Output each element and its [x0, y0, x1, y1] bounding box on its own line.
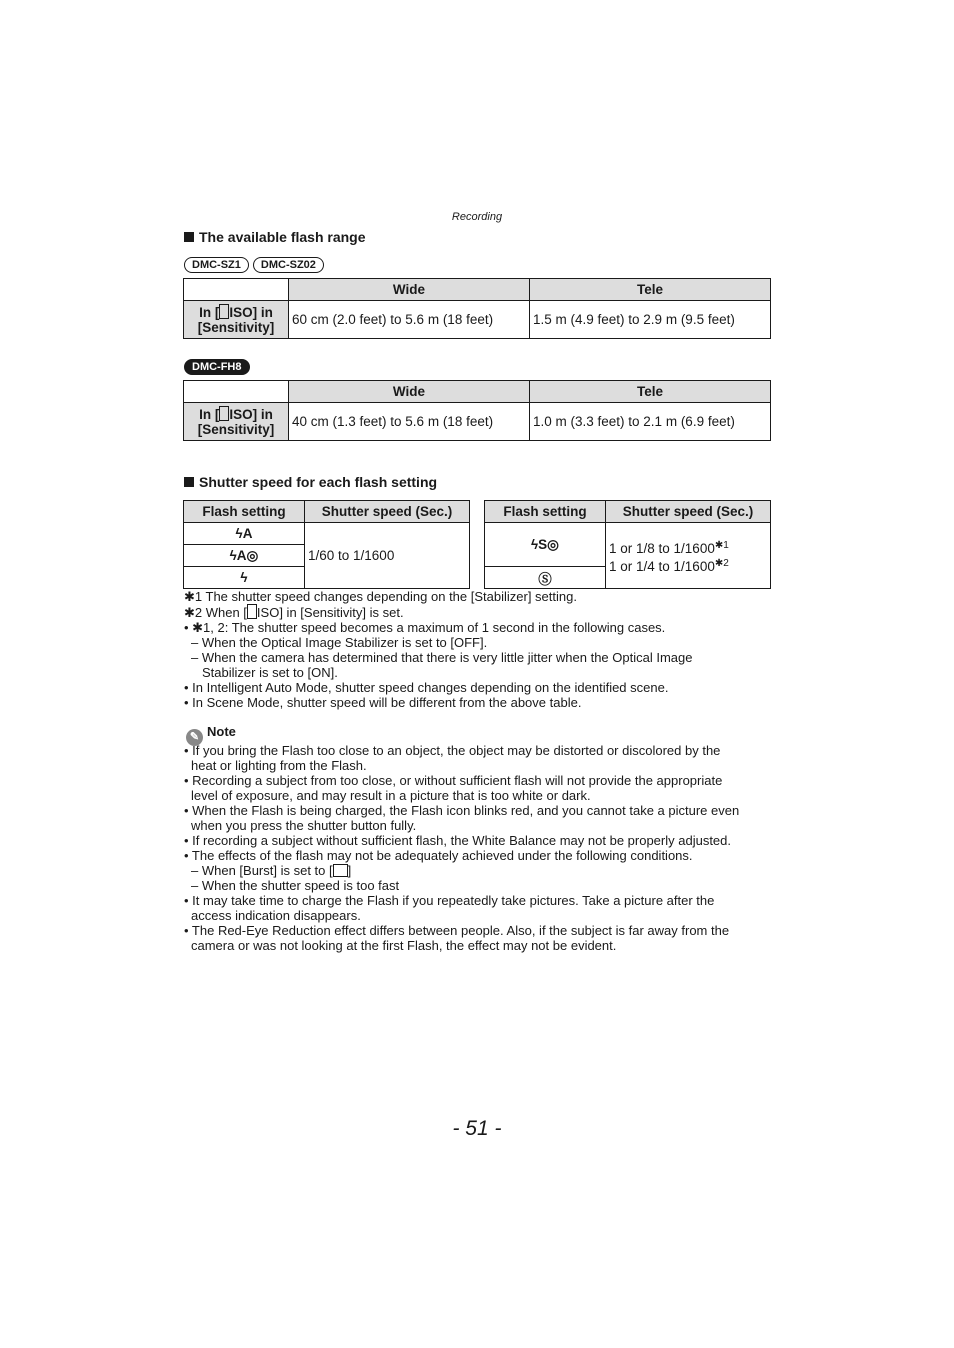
wide-value: 60 cm (2.0 feet) to 5.6 m (18 feet) [289, 301, 530, 339]
col-wide: Wide [289, 279, 530, 301]
square-bullet-icon [184, 232, 194, 242]
footnote-line: ✱1 The shutter speed changes depending on the [Stabilizer] setting. [184, 589, 577, 604]
empty-header-cell [184, 279, 289, 301]
model-badges-b [184, 357, 254, 375]
flash-forced-on-icon: ϟ [184, 567, 305, 589]
row-head-text: In [ [199, 407, 220, 422]
row-head-text: In [ [199, 305, 220, 320]
note-text: – When [Burst] is set to [ [191, 863, 333, 878]
note-line: level of exposure, and may result in a picture that is too white or dark. [191, 788, 591, 803]
note-title: Note [207, 724, 236, 739]
iso-text: ISO [229, 305, 253, 320]
intelligent-iso-icon [219, 406, 229, 421]
shutter-speed-1: 1 or 1/8 to 1/1600 [609, 540, 715, 556]
shutter-table-left [183, 500, 470, 589]
note-line: access indication disappears. [191, 908, 361, 923]
footnote-line: • In Intelligent Auto Mode, shutter speed changes depending on the identified scene. [184, 680, 669, 695]
flash-auto-icon: ϟA [184, 523, 305, 545]
empty-header-cell [184, 381, 289, 403]
flash-auto-red-eye-icon: ϟA◎ [184, 545, 305, 567]
row-head-iso-sensitivity [184, 403, 289, 441]
model-badge: DMC-FH8 [184, 359, 250, 375]
model-badge: DMC-SZ02 [253, 257, 324, 273]
footnote-line: – When the Optical Image Stabilizer is set to [OFF]. [191, 635, 488, 650]
note-line: • When the Flash is being charged, the Flash icon blinks red, and you cannot take a picture even [184, 803, 740, 818]
note-line: • The Red-Eye Reduction effect differs between people. Also, if the subject is far away from the [184, 923, 730, 938]
col-shutter-speed: Shutter speed (Sec.) [305, 501, 470, 523]
intelligent-iso-icon [219, 304, 229, 319]
intelligent-iso-icon [247, 604, 257, 619]
flash-range-table-b [183, 380, 771, 441]
footnote-text: ] in [Sensitivity] is set. [279, 605, 404, 620]
note-pencil-icon: ✎ [186, 729, 203, 746]
page-header: Recording [451, 211, 503, 223]
wide-value: 40 cm (1.3 feet) to 5.6 m (18 feet) [289, 403, 530, 441]
shutter-speed-values [606, 523, 771, 589]
row-head-sensitivity: [Sensitivity] [197, 422, 275, 437]
row-head-sensitivity: [Sensitivity] [197, 320, 275, 335]
flash-range-heading [184, 229, 366, 245]
col-tele: Tele [530, 279, 771, 301]
footnote-text: ✱2 When [ [184, 605, 247, 620]
iso-text: ISO [256, 605, 280, 620]
shutter-table-right [484, 500, 771, 589]
shutter-speed-value: 1/60 to 1/1600 [305, 523, 470, 589]
note-line [184, 863, 774, 878]
row-head-iso-sensitivity [184, 301, 289, 339]
col-tele: Tele [530, 381, 771, 403]
note-line: when you press the shutter button fully. [191, 818, 417, 833]
tele-value: 1.5 m (4.9 feet) to 2.9 m (9.5 feet) [530, 301, 771, 339]
footnote-line: • ✱1, 2: The shutter speed becomes a maximum of 1 second in the following cases. [184, 620, 666, 635]
col-shutter-speed: Shutter speed (Sec.) [606, 501, 771, 523]
note-line: heat or lighting from the Flash. [191, 758, 367, 773]
row-head-text: ] in [252, 305, 273, 320]
flash-range-title: The available flash range [199, 229, 366, 245]
note-line: • The effects of the flash may not be adequately achieved under the following conditions. [184, 848, 693, 863]
col-wide: Wide [289, 381, 530, 403]
note-line: • It may take time to charge the Flash if you repeatedly take pictures. Take a picture after the [184, 893, 715, 908]
footnote-line [184, 604, 774, 620]
note-line: – When the shutter speed is too fast [191, 878, 400, 893]
flash-range-table-a [183, 278, 771, 339]
note-line: • If recording a subject without sufficient flash, the White Balance may not be properly adjusted. [184, 833, 731, 848]
shutter-speed-2: 1 or 1/4 to 1/1600 [609, 558, 715, 574]
forced-flash-off-icon: Ⓢ [485, 567, 606, 589]
note-line: • If you bring the Flash too close to an object, the object may be distorted or discolored by the [184, 743, 721, 758]
col-flash-setting: Flash setting [184, 501, 305, 523]
iso-text: ISO [229, 407, 253, 422]
note-line: camera or was not looking at the first Flash, the effect may not be evident. [191, 938, 617, 953]
note-body [184, 743, 774, 953]
page-number: - 51 - [452, 1117, 502, 1140]
note-text: ] [347, 863, 352, 878]
tele-value: 1.0 m (3.3 feet) to 2.1 m (6.9 feet) [530, 403, 771, 441]
burst-icon [333, 864, 348, 877]
row-head-text: ] in [252, 407, 273, 422]
col-flash-setting: Flash setting [485, 501, 606, 523]
footnote-line: Stabilizer is set to [ON]. [202, 665, 338, 680]
model-badges-a [184, 255, 328, 273]
footnote-mark-2: ✱2 [714, 557, 729, 569]
slow-sync-red-eye-icon: ϟS◎ [485, 523, 606, 567]
shutter-speed-title: Shutter speed for each flash setting [199, 474, 438, 490]
footnote-line: • In Scene Mode, shutter speed will be different from the above table. [184, 695, 582, 710]
footnote-mark-1: ✱1 [714, 539, 729, 551]
footnotes [184, 589, 774, 710]
model-badge: DMC-SZ1 [184, 257, 249, 273]
square-bullet-icon [184, 477, 194, 487]
footnote-line: – When the camera has determined that there is very little jitter when the Optical Image [191, 650, 693, 665]
shutter-speed-heading [184, 474, 437, 490]
note-line: • Recording a subject from too close, or without sufficient flash will not provide the appropriate [184, 773, 723, 788]
